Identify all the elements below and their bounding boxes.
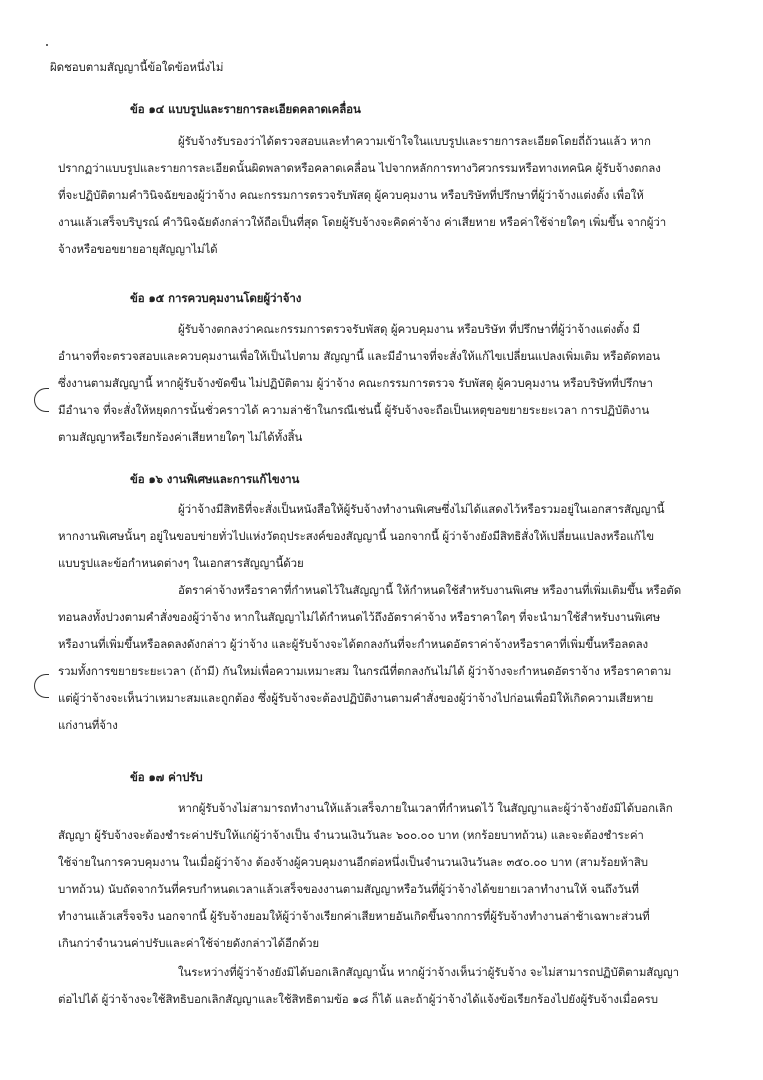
paragraph-line: เกินกว่าจำนวนค่าปรับและค่าใช้จ่ายดังกล่าวได้อีกด้วย: [58, 936, 320, 950]
binder-hole-mark: [34, 674, 49, 698]
paragraph-line: หรืองานที่เพิ่มขึ้นหรือลดลงดังกล่าว ผู้ว่าจ้าง และผู้รับจ้างจะได้ตกลงกันที่จะกำหนดอัตราค่าจ้างหรือราคาที่เพิ่มขึ้นหรือลดลง: [58, 637, 649, 651]
paragraph-line: ทำงานแล้วเสร็จจริง นอกจากนี้ ผู้รับจ้างยอมให้ผู้ว่าจ้างเรียกค่าเสียหายอันเกิดขึ้นจากการที่ผู้รับจ้างทำงานล่าช้าเฉพาะส่วนที่: [58, 909, 650, 923]
paragraph-line: ต่อไปได้ ผู้ว่าจ้างจะใช้สิทธิบอกเลิกสัญญาและใช้สิทธิตามข้อ ๑๘ ก็ได้ และถ้าผู้ว่าจ้างได้แจ้งข้อเรียกร้องไปยังผู้รับจ้างเมื่อครบ: [58, 992, 658, 1006]
paragraph-line: ที่จะปฏิบัติตามคำวินิจฉัยของผู้ว่าจ้าง คณะกรรมการตรวจรับพัสดุ ผู้ควบคุมงาน หรือบริษัทที่ปรึกษาที่ผู้ว่าจ้างแต่งตั้ง เพื่อให้: [58, 188, 644, 202]
binder-hole-mark: [34, 388, 49, 412]
section-17-heading: ข้อ ๑๗ ค่าปรับ: [130, 770, 203, 784]
paragraph-line: ซึ่งงานตามสัญญานี้ หากผู้รับจ้างขัดขืน ไม่ปฏิบัติตาม ผู้ว่าจ้าง คณะกรรมการตรวจ รับพัสดุ ผู้ควบคุมงาน หรือบริษัทที่ปรึกษา: [58, 376, 653, 390]
paragraph-line: สัญญา ผู้รับจ้างจะต้องชำระค่าปรับให้แก่ผู้ว่าจ้างเป็น จำนวนเงินวันละ ๖๐๐.๐๐ บาท (หกร้อยบาทถ้วน) และจะต้องชำระค่า: [58, 828, 644, 842]
paragraph-line: อำนาจที่จะตรวจสอบและควบคุมงานเพื่อให้เป็นไปตาม สัญญานี้ และมีอำนาจที่จะสั่งให้แก้ไขเปลี่ยนแปลงเพิ่มเติม หรือตัดทอน: [58, 349, 660, 363]
paragraph-line: ผู้ว่าจ้างมีสิทธิที่จะสั่งเป็นหนังสือให้ผู้รับจ้างทำงานพิเศษซึ่งไม่ได้แสดงไว้หรือรวมอยู่ในเอกสารสัญญานี้: [178, 502, 665, 516]
paragraph-line: แก่งานที่จ้าง: [58, 718, 118, 732]
paragraph-line: ทอนลงทั้งปวงตามคำสั่งของผู้ว่าจ้าง หากในสัญญาไม่ได้กำหนดไว้ถึงอัตราค่าจ้าง หรือราคาใดๆ ที่จะนำมาใช้สำหรับงานพิเศษ: [58, 610, 661, 624]
paragraph-line: หากงานพิเศษนั้นๆ อยู่ในขอบข่ายทั่วไปแห่งวัตถุประสงค์ของสัญญานี้ นอกจากนี้ ผู้ว่าจ้างยังมีสิทธิสั่งให้เปลี่ยนแปลงหรือแก้ไข: [58, 529, 654, 543]
paragraph-line: งานแล้วเสร็จบริบูรณ์ คำวินิจฉัยดังกล่าวให้ถือเป็นที่สุด โดยผู้รับจ้างจะคิดค่าจ้าง ค่าเสียหาย หรือค่าใช้จ่ายใดๆ เพิ่มขึ้น จากผู้ว่า: [58, 215, 667, 229]
paragraph-line: จ้างหรือขอขยายอายุสัญญาไม่ได้: [58, 242, 218, 256]
margin-mark: [46, 44, 48, 46]
paragraph-line: บาทถ้วน) นับถัดจากวันที่ครบกำหนดเวลาแล้วเสร็จของงานตามสัญญาหรือวันที่ผู้ว่าจ้างได้ขยายเวลาทำงานให้ จนถึงวันที่: [58, 882, 639, 896]
paragraph-line: ผู้รับจ้างรับรองว่าได้ตรวจสอบและทำความเข้าใจในแบบรูปและรายการละเอียดโดยถี่ถ้วนแล้ว หาก: [178, 134, 651, 148]
paragraph-line: แต่ผู้ว่าจ้างจะเห็นว่าเหมาะสมและถูกต้อง ซึ่งผู้รับจ้างจะต้องปฏิบัติงานตามคำสั่งของผู้ว่าจ้างไปก่อนเพื่อมิให้เกิดความเสียหาย: [58, 691, 654, 705]
paragraph-line: หากผู้รับจ้างไม่สามารถทำงานให้แล้วเสร็จภายในเวลาที่กำหนดไว้ ในสัญญาและผู้ว่าจ้างยังมิได้บอกเลิก: [178, 801, 673, 815]
paragraph-line: แบบรูปและข้อกำหนดต่างๆ ในเอกสารสัญญานี้ด้วย: [58, 556, 304, 570]
paragraph-line: รวมทั้งการขยายระยะเวลา (ถ้ามี) กันใหม่เพื่อความเหมาะสม ในกรณีที่ตกลงกันไม่ได้ ผู้ว่าจ้างจะกำหนดอัตราจ้าง หรือราคาตาม: [58, 664, 672, 678]
paragraph-line: ในระหว่างที่ผู้ว่าจ้างยังมิได้บอกเลิกสัญญานั้น หากผู้ว่าจ้างเห็นว่าผู้รับจ้าง จะไม่สามารถปฏิบัติตามสัญญา: [178, 965, 679, 979]
top-line: ผิดชอบตามสัญญานี้ข้อใดข้อหนึ่งไม่: [50, 60, 224, 74]
paragraph-line: ผู้รับจ้างตกลงว่าคณะกรรมการตรวจรับพัสดุ ผู้ควบคุมงาน หรือบริษัท ที่ปรึกษาที่ผู้ว่าจ้างแต่งตั้ง มี: [178, 322, 641, 336]
paragraph-line: ตามสัญญาหรือเรียกร้องค่าเสียหายใดๆ ไม่ได้ทั้งสิ้น: [58, 430, 303, 444]
paragraph-line: มีอำนาจ ที่จะสั่งให้หยุดการนั้นชั่วคราวได้ ความล่าช้าในกรณีเช่นนี้ ผู้รับจ้างจะถือเป็นเหตุขอขยายระยะเวลา การปฏิบัติงาน: [58, 403, 650, 417]
paragraph-line: อัตราค่าจ้างหรือราคาที่กำหนดไว้ในสัญญานี้ ให้กำหนดใช้สำหรับงานพิเศษ หรืองานที่เพิ่มเติมขึ้น หรือตัด: [178, 583, 682, 597]
paragraph-line: ใช้จ่ายในการควบคุมงาน ในเมื่อผู้ว่าจ้าง ต้องจ้างผู้ควบคุมงานอีกต่อหนึ่งเป็นจำนวนเงินวันละ ๓๕๐.๐๐ บาท (สามร้อยห้าสิบ: [58, 855, 648, 869]
paragraph-line: ปรากฏว่าแบบรูปและรายการละเอียดนั้นผิดพลาดหรือคลาดเคลื่อน ไปจากหลักการทางวิศวกรรมหรือทางเทคนิค ผู้รับจ้างตกลง: [58, 161, 661, 175]
section-15-heading: ข้อ ๑๕ การควบคุมงานโดยผู้ว่าจ้าง: [130, 291, 302, 305]
section-14-heading: ข้อ ๑๔ แบบรูปและรายการละเอียดคลาดเคลื่อน: [130, 102, 361, 116]
section-16-heading: ข้อ ๑๖ งานพิเศษและการแก้ไขงาน: [130, 472, 300, 486]
